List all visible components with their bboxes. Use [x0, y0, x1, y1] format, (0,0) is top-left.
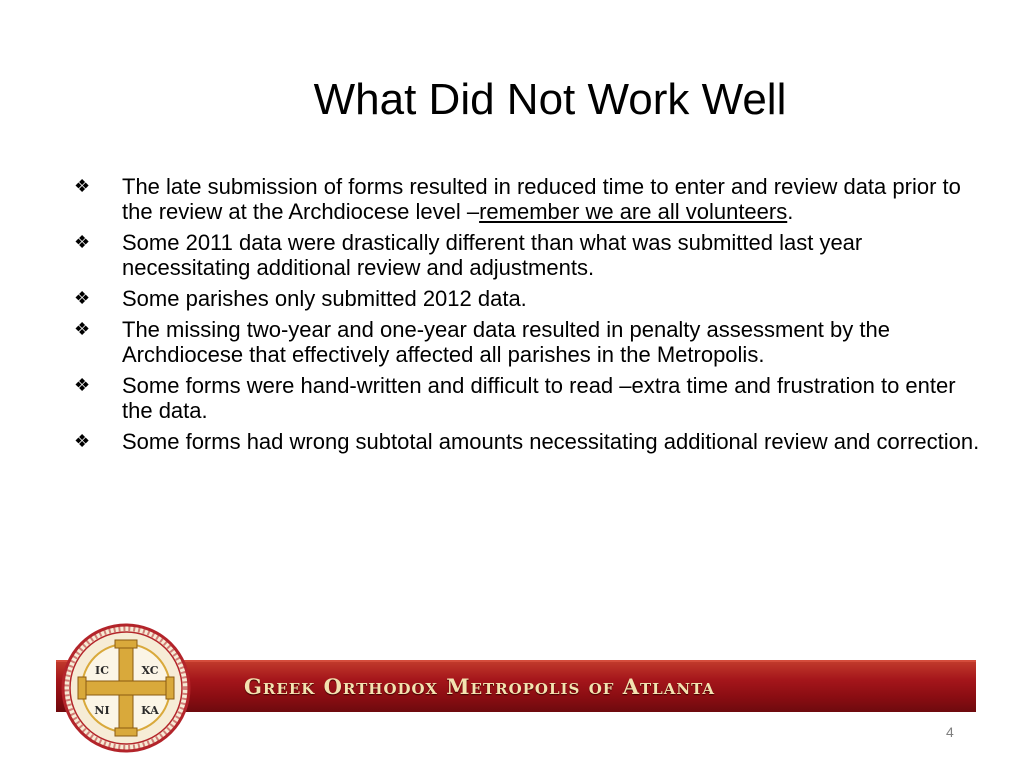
orthodox-cross-seal-icon	[56, 622, 196, 754]
diamond-bullet-icon: ❖	[74, 176, 91, 196]
bullet-emphasis-text: remember we are all volunteers	[479, 199, 788, 224]
bullet-item	[70, 174, 985, 224]
bullet-list	[70, 174, 985, 460]
page-number: 4	[946, 724, 954, 740]
bullet-text: The missing two-year and one-year data resulted in penalty assessment by the Archdiocese that effectively affected all parishes in the Metropolis.	[122, 317, 890, 367]
bullet-item	[70, 230, 985, 280]
slide-title: What Did Not Work Well	[313, 75, 787, 124]
diamond-bullet-icon: ❖	[74, 319, 91, 339]
bullet-item	[70, 429, 985, 454]
bullet-item	[70, 286, 985, 311]
seal-label: IC	[95, 664, 109, 677]
bullet-text: The late submission of forms resulted in reduced time to enter and review data prior to the review at the Archdiocese level –	[122, 174, 961, 224]
bullet-item	[70, 373, 985, 423]
banner-title: Greek Orthodox Metropolis of Atlanta	[244, 674, 716, 699]
seal-label: KA	[141, 704, 159, 717]
diamond-bullet-icon: ❖	[74, 232, 91, 252]
bullet-text: Some parishes only submitted 2012 data.	[122, 286, 527, 311]
diamond-bullet-icon: ❖	[74, 288, 91, 308]
bullet-text: Some forms were hand-written and difficult to read –extra time and frustration to enter the data.	[122, 373, 956, 423]
diamond-bullet-icon: ❖	[74, 375, 91, 395]
bullet-item	[70, 317, 985, 367]
seal-label: NI	[94, 704, 110, 717]
bullet-text-end: .	[787, 199, 794, 224]
seal-label: XC	[141, 664, 159, 677]
bullet-text: Some 2011 data were drastically different than what was submitted last year necessitating additional review and adjustments.	[122, 230, 863, 280]
diamond-bullet-icon: ❖	[74, 431, 91, 451]
bullet-text: Some forms had wrong subtotal amounts necessitating additional review and correction.	[122, 429, 980, 454]
